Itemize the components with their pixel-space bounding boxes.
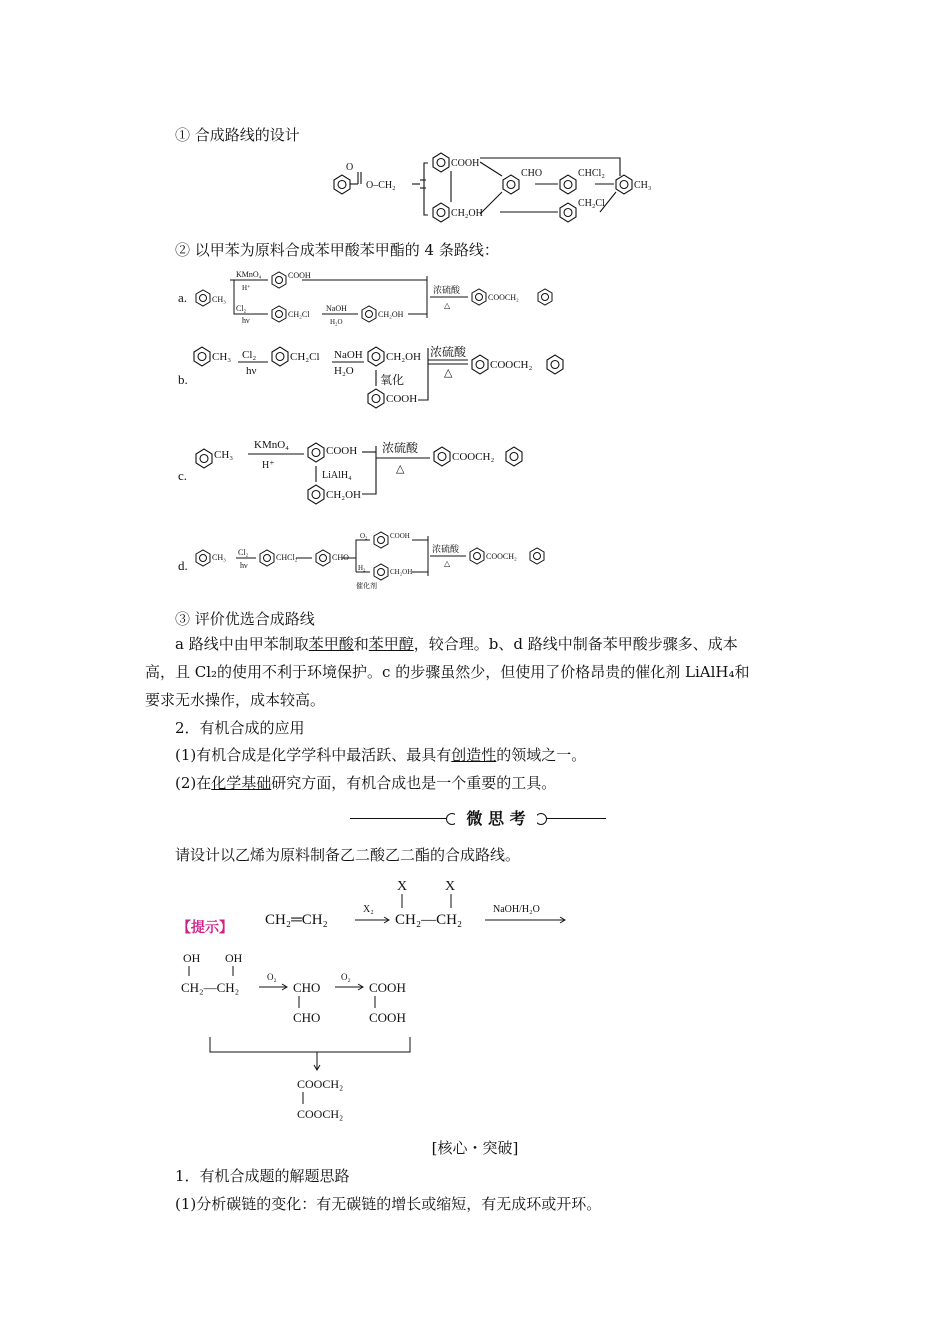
application-item-1: (1)有机合成是化学学科中最活跃、最具有创造性的领域之一。	[175, 746, 587, 764]
svg-text:X: X	[397, 879, 408, 894]
svg-text:O₂: O₂	[341, 972, 351, 982]
svg-text:COOH: COOH	[369, 980, 406, 995]
svg-text:NaOH: NaOH	[334, 349, 363, 361]
svg-text:浓硫酸: 浓硫酸	[432, 544, 460, 554]
svg-text:hν: hν	[246, 365, 257, 377]
svg-text:浓硫酸: 浓硫酸	[433, 285, 461, 295]
core-item-1: (1)分析碳链的变化：有无碳链的增长或缩短，有无成环或开环。	[175, 1195, 602, 1213]
svg-text:H₂: H₂	[358, 564, 366, 572]
svg-text:CHO: CHO	[293, 1010, 321, 1025]
section-heading-application: 2．有机合成的应用	[175, 719, 305, 737]
svg-text:COOH: COOH	[369, 1010, 406, 1025]
route-d-diagram	[172, 528, 592, 596]
core-heading: 1．有机合成题的解题思路	[175, 1167, 350, 1185]
svg-text:CH₂—CH₂: CH₂—CH₂	[395, 912, 463, 928]
svg-text:COOCH₂: COOCH₂	[490, 359, 533, 371]
svg-text:CH₂—CH₂: CH₂—CH₂	[181, 980, 240, 995]
svg-text:COOH: COOH	[386, 393, 418, 405]
svg-text:CH₃: CH₃	[212, 553, 226, 562]
think-question: 请设计以乙烯为原料制备乙二酸乙二酯的合成路线。	[175, 846, 521, 864]
section-heading-evaluate: ③ 评价优选合成路线	[175, 610, 315, 628]
route-a-diagram	[172, 266, 592, 328]
svg-text:KMnO₄: KMnO₄	[254, 439, 290, 451]
route-c-label: c.	[178, 468, 188, 483]
svg-text:△: △	[396, 463, 405, 475]
core-banner: [核心・突破]	[431, 1139, 519, 1157]
evaluate-paragraph-line3: 要求无水操作，成本较高。	[145, 691, 326, 709]
svg-text:CH₂Cl: CH₂Cl	[290, 351, 320, 363]
svg-text:COOCH₂: COOCH₂	[452, 451, 495, 463]
section-heading-routes: ② 以甲苯为原料合成苯甲酸苯甲酯的 4 条路线：	[175, 241, 499, 259]
svg-text:Cl₂: Cl₂	[242, 349, 257, 361]
svg-text:浓硫酸: 浓硫酸	[382, 441, 419, 455]
svg-text:催化剂: 催化剂	[356, 582, 377, 590]
ch2cl-label: CH₂Cl	[578, 198, 605, 209]
svg-text:COOCH₂: COOCH₂	[297, 1077, 344, 1091]
route-c-diagram	[172, 432, 592, 518]
svg-text:COOH: COOH	[288, 271, 311, 280]
svg-text:X: X	[445, 879, 456, 894]
evaluate-paragraph-line2: 高，且 Cl₂的使用不利于环境保护。c 的步骤虽然少，但使用了价格昂贵的催化剂 LiAlH₄和	[145, 663, 750, 681]
svg-text:hν: hν	[240, 561, 248, 570]
svg-text:△: △	[444, 367, 453, 379]
evaluate-paragraph-line1: a 路线中由甲苯制取苯甲酸和苯甲醇，较合理。b、d 路线中制备苯甲酸步骤多、成本	[175, 635, 738, 653]
ch2oh-label: CH₂OH	[451, 208, 483, 219]
svg-text:COOH: COOH	[326, 445, 358, 457]
svg-text:CH₃: CH₃	[212, 351, 232, 363]
route-d-label: d.	[178, 558, 188, 573]
svg-text:氧化: 氧化	[380, 373, 405, 387]
section-heading-design: ① 合成路线的设计	[175, 126, 300, 144]
cho-label: CHO	[521, 168, 543, 179]
ethylene-label: CH₂═CH₂	[265, 912, 328, 928]
svg-text:CH₃: CH₃	[214, 449, 234, 461]
ester-link-label: O–CH₂	[366, 180, 396, 191]
svg-text:CH₂OH: CH₂OH	[386, 351, 422, 363]
svg-text:CH₃: CH₃	[212, 295, 226, 304]
ch3-label: CH₃	[634, 180, 652, 191]
svg-text:LiAlH₄: LiAlH₄	[322, 470, 352, 481]
route-b-label: b.	[178, 372, 188, 387]
svg-text:CH₂OH: CH₂OH	[326, 489, 362, 501]
svg-text:COOCH₂: COOCH₂	[488, 293, 519, 302]
carbonyl-o: O	[346, 162, 354, 173]
svg-text:hν: hν	[242, 316, 250, 325]
svg-text:Cl₂: Cl₂	[236, 304, 247, 313]
svg-text:H₂O: H₂O	[330, 318, 343, 326]
svg-text:H⁺: H⁺	[262, 460, 275, 471]
svg-text:O₂: O₂	[360, 532, 368, 540]
svg-text:CH₂OH: CH₂OH	[378, 310, 404, 319]
svg-text:CH₂Cl: CH₂Cl	[288, 310, 310, 319]
application-item-2: (2)在化学基础研究方面，有机合成也是一个重要的工具。	[175, 774, 557, 792]
svg-text:KMnO₄: KMnO₄	[236, 270, 262, 279]
route-b-diagram	[172, 338, 592, 418]
svg-text:△: △	[444, 301, 451, 310]
think-banner-title: 微 思 考	[455, 808, 537, 830]
svg-text:H₂O: H₂O	[334, 365, 354, 377]
svg-text:△: △	[444, 559, 451, 568]
svg-text:CHO: CHO	[293, 980, 321, 995]
svg-text:CH₂OH: CH₂OH	[390, 568, 413, 576]
hint-synthesis-diagram	[175, 872, 595, 1130]
svg-text:CHCl₂: CHCl₂	[276, 553, 298, 562]
synthesis-design-diagram	[320, 148, 670, 228]
svg-text:Cl₂: Cl₂	[238, 548, 249, 557]
svg-text:COOH: COOH	[390, 532, 410, 540]
hint-label: 【提示】	[177, 921, 233, 936]
chcl2-label: CHCl₂	[578, 168, 605, 179]
svg-text:H⁺: H⁺	[242, 284, 251, 292]
svg-text:CHO: CHO	[332, 553, 349, 562]
svg-text:COOCH₂: COOCH₂	[297, 1107, 344, 1121]
svg-text:COOCH₂: COOCH₂	[486, 552, 517, 561]
svg-text:浓硫酸: 浓硫酸	[430, 345, 467, 359]
svg-text:X₂: X₂	[363, 904, 374, 915]
svg-text:NaOH/H₂O: NaOH/H₂O	[493, 904, 540, 915]
cooh-label: COOH	[451, 158, 480, 169]
svg-text:OH: OH	[225, 951, 243, 965]
svg-text:OH: OH	[183, 951, 201, 965]
svg-text:NaOH: NaOH	[326, 304, 347, 313]
svg-text:O₂: O₂	[267, 972, 277, 982]
route-a-label: a.	[178, 290, 188, 305]
